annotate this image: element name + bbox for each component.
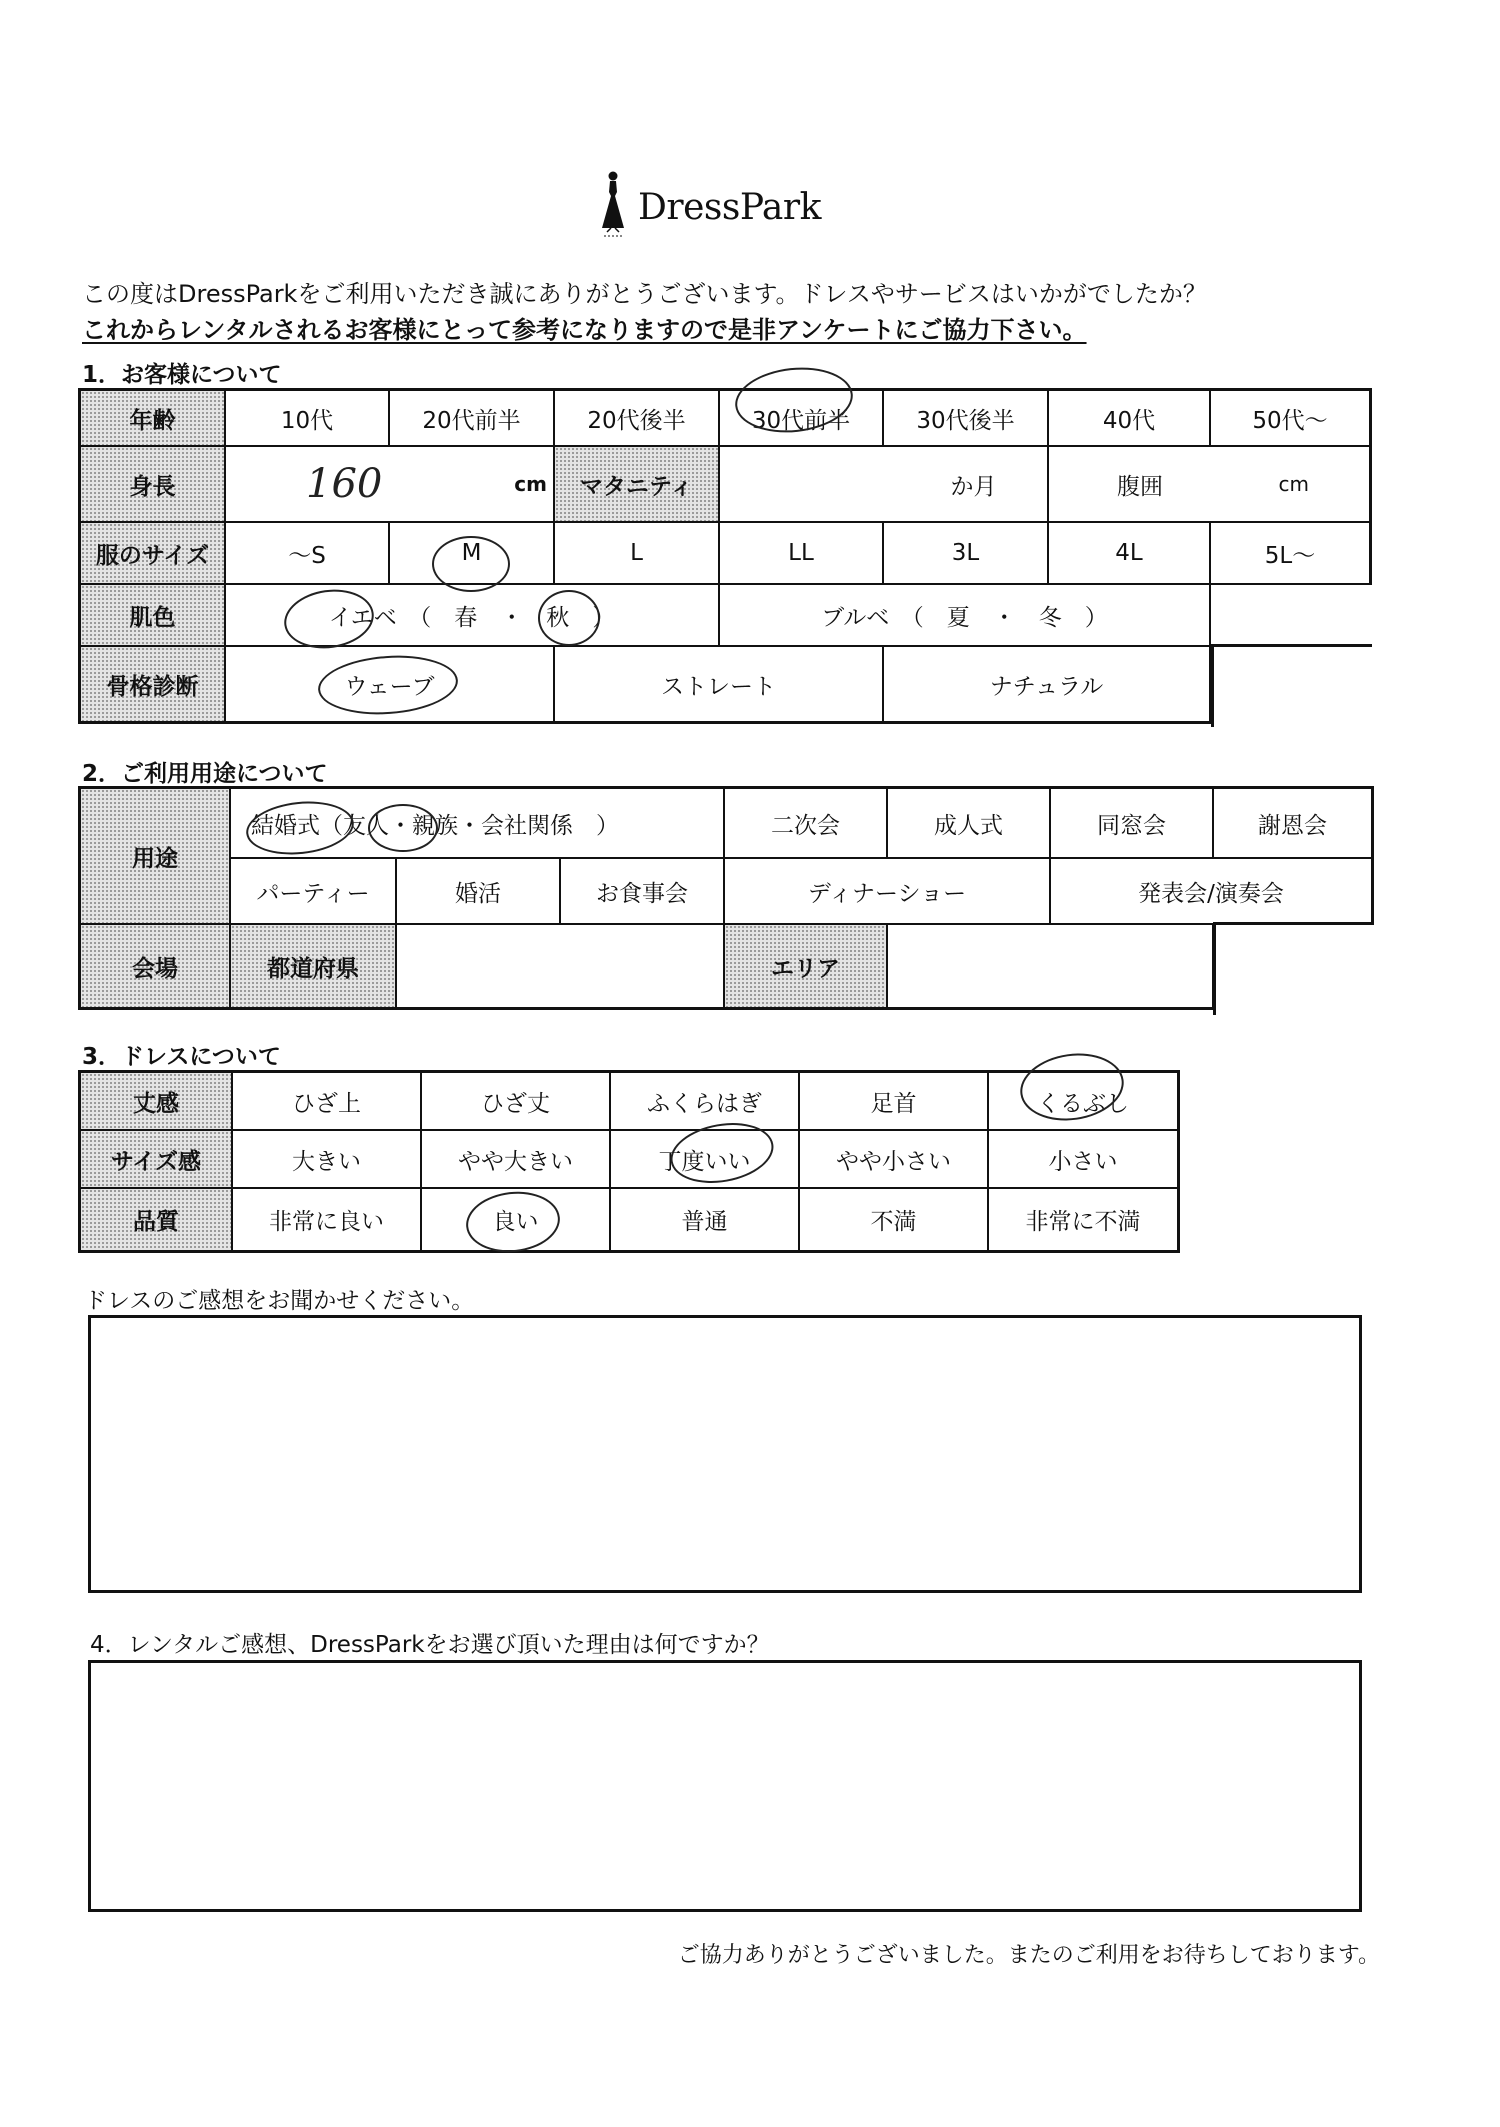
age-option[interactable]: 40代	[1049, 391, 1211, 447]
maternity-header: マタニティ	[555, 447, 720, 523]
area-header: エリア	[725, 925, 888, 1007]
size-option-selected[interactable]: M	[390, 523, 555, 585]
fit-option[interactable]: やや大きい	[422, 1131, 611, 1189]
fit-header: サイズ感	[81, 1131, 233, 1189]
usage-table-notch-edge	[1213, 922, 1374, 925]
usage-option[interactable]: 同窓会	[1051, 789, 1214, 859]
waist-label: 腹囲	[1117, 473, 1163, 500]
table-notch-edge	[1211, 644, 1372, 647]
quality-header: 品質	[81, 1189, 233, 1250]
prefecture-field[interactable]	[397, 925, 725, 1007]
quality-option[interactable]: 不満	[800, 1189, 989, 1250]
table-notch	[1211, 647, 1384, 727]
section2-title: 2．ご利用用途について	[82, 761, 328, 787]
fit-option[interactable]: 大きい	[233, 1131, 422, 1189]
age-option[interactable]: 20代後半	[555, 391, 720, 447]
usage-option[interactable]: ディナーショー	[725, 859, 1051, 925]
usage-option[interactable]: 二次会	[725, 789, 888, 859]
length-option[interactable]: ふくらはぎ	[611, 1073, 800, 1131]
length-option[interactable]: ひざ上	[233, 1073, 422, 1131]
quality-option[interactable]: 非常に良い	[233, 1189, 422, 1250]
venue-header: 会場	[81, 925, 231, 1007]
height-unit: cm	[514, 472, 547, 496]
section4-title: 4．レンタルご感想、DressParkをお選び頂いた理由は何ですか？	[90, 1632, 770, 1658]
thanks-message: ご協力ありがとうございました。またのご利用をお待ちしております。	[677, 1943, 1380, 1968]
length-option[interactable]: ひざ丈	[422, 1073, 611, 1131]
usage-option[interactable]: 発表会/演奏会	[1051, 859, 1371, 925]
age-option[interactable]: 30代後半	[884, 391, 1049, 447]
frame-option-selected[interactable]: ウェーブ	[226, 647, 555, 721]
waist-unit: cm	[1278, 472, 1309, 496]
size-header: 服のサイズ	[81, 523, 226, 585]
fit-option[interactable]: 小さい	[989, 1131, 1177, 1189]
quality-option[interactable]: 非常に不満	[1025, 1209, 1141, 1235]
skin-blue-option[interactable]: ブルベ （ 夏 ・ 冬 ）	[720, 585, 1211, 647]
fit-option[interactable]: やや小さい	[800, 1131, 989, 1189]
usage-option[interactable]: 成人式	[888, 789, 1051, 859]
intro-line-2: これからレンタルされるお客様にとって参考になりますので是非アンケートにご協力下さい。	[82, 316, 1087, 344]
usage-header: 用途	[81, 789, 231, 925]
quality-option[interactable]: 普通	[611, 1189, 800, 1250]
size-option[interactable]: ～S	[226, 523, 390, 585]
prefecture-header: 都道府県	[231, 925, 397, 1007]
fit-option-selected[interactable]: 丁度いい	[611, 1131, 800, 1189]
impression-textarea[interactable]	[88, 1315, 1362, 1593]
empty-cell	[1211, 585, 1373, 649]
quality-option-selected[interactable]: 良い	[422, 1189, 611, 1250]
age-option[interactable]: 50代～	[1211, 391, 1369, 447]
reason-textarea[interactable]	[88, 1660, 1362, 1912]
impression-prompt: ドレスのご感想をお聞かせください。	[84, 1288, 475, 1314]
height-header: 身長	[81, 447, 226, 523]
age-option-selected[interactable]: 30代前半	[720, 391, 884, 447]
usage-option[interactable]: お食事会	[561, 859, 725, 925]
usage-option[interactable]: パーティー	[231, 859, 397, 925]
usage-table-notch	[1213, 925, 1386, 1015]
size-option[interactable]: 4L	[1049, 523, 1211, 585]
section1-title: 1．お客様について	[82, 362, 282, 388]
usage-table	[78, 786, 1374, 1010]
customer-info-table	[78, 388, 1372, 724]
frame-option[interactable]: ストレート	[555, 647, 884, 721]
skin-header: 肌色	[81, 585, 226, 647]
intro-line-1: この度はDressParkをご利用いただき誠にありがとうございます。ドレスやサービスはいかがでしたか？	[82, 280, 1207, 308]
brand-logo	[598, 162, 821, 252]
area-field[interactable]	[888, 925, 1214, 1007]
age-option[interactable]: 20代前半	[390, 391, 555, 447]
length-header: 丈感	[81, 1073, 233, 1131]
frame-option[interactable]: ナチュラル	[884, 647, 1211, 721]
usage-option[interactable]: 婚活	[397, 859, 561, 925]
height-field[interactable]	[226, 447, 555, 523]
height-value: 160	[306, 461, 383, 507]
usage-option[interactable]: 謝恩会	[1214, 789, 1371, 859]
size-option[interactable]: 5L～	[1211, 523, 1369, 585]
dress-silhouette-icon	[598, 170, 628, 244]
section3-title: 3．ドレスについて	[82, 1044, 281, 1070]
size-option[interactable]: LL	[720, 523, 884, 585]
length-option[interactable]: 足首	[800, 1073, 989, 1131]
brand-name: DressPark	[638, 186, 821, 228]
waist-field[interactable]	[1049, 447, 1369, 523]
skin-yellow-option[interactable]: イエベ （ 春 ・ 秋 ）	[226, 585, 720, 647]
frame-header: 骨格診断	[81, 647, 226, 721]
usage-wedding-option[interactable]: 結婚式（友人・親族・会社関係 ）	[231, 789, 725, 859]
age-header: 年齢	[81, 391, 226, 447]
size-option[interactable]: 3L	[884, 523, 1049, 585]
months-unit: か月	[950, 473, 997, 500]
age-option[interactable]: 10代	[226, 391, 390, 447]
size-option[interactable]: L	[555, 523, 720, 585]
dress-table	[78, 1070, 1180, 1253]
maternity-months-field[interactable]	[720, 447, 1049, 523]
length-option-selected[interactable]: くるぶし	[989, 1073, 1177, 1131]
